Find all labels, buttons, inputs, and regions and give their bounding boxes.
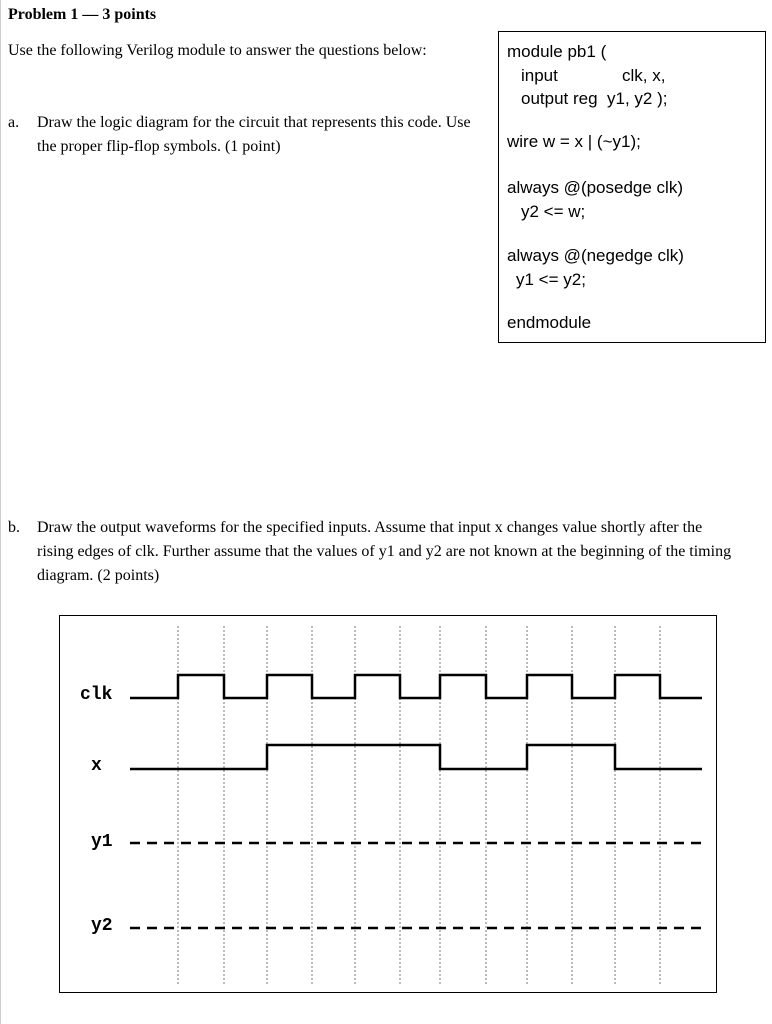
page-left-edge xyxy=(0,0,1,1024)
code-endmodule: endmodule xyxy=(507,313,592,332)
question-a-label: a. xyxy=(8,114,20,131)
code-wire-decl: wire w = x | (~y1); xyxy=(507,132,641,151)
question-b-text: Draw the output waveforms for the specified inputs. Assume that input x changes value shortly after the rising edges of clk. Further assume that the values of y1 and y2 are not known at the beginning of the timing diagram. (2 points) xyxy=(37,519,732,584)
question-b-label: b. xyxy=(8,519,20,536)
question-a xyxy=(8,111,478,159)
question-b xyxy=(8,516,738,588)
problem-intro: Use the following Verilog module to answer the questions below: xyxy=(8,42,427,59)
grid-lines xyxy=(178,626,660,986)
timing-diagram xyxy=(59,615,717,993)
code-output-decl: output reg y1, y2 ); xyxy=(521,89,668,108)
signal-label-y1: y1 xyxy=(91,832,113,852)
problem-title: Problem 1 — 3 points xyxy=(8,6,157,23)
code-always-negedge: always @(negedge clk) xyxy=(507,246,684,265)
question-a-text: Draw the logic diagram for the circuit that represents this code. Use the proper flip-flop symbols. (1 point) xyxy=(37,114,471,155)
signal-label-x: x xyxy=(91,756,102,776)
code-assign-y2: y2 <= w; xyxy=(521,202,586,221)
waveforms xyxy=(130,675,702,928)
waveform-x xyxy=(130,745,702,769)
signal-label-y2: y2 xyxy=(91,916,113,936)
waveform-clk xyxy=(130,675,702,698)
signal-label-clk: clk xyxy=(80,685,113,705)
verilog-code-box xyxy=(498,31,766,343)
timing-diagram-svg xyxy=(60,616,718,994)
code-module-decl: module pb1 ( xyxy=(507,42,607,61)
code-input-keyword: input xyxy=(521,66,558,85)
code-assign-y1: y1 <= y2; xyxy=(516,270,586,289)
code-input-signals: clk, x, xyxy=(622,66,666,85)
code-always-posedge: always @(posedge clk) xyxy=(507,178,683,197)
